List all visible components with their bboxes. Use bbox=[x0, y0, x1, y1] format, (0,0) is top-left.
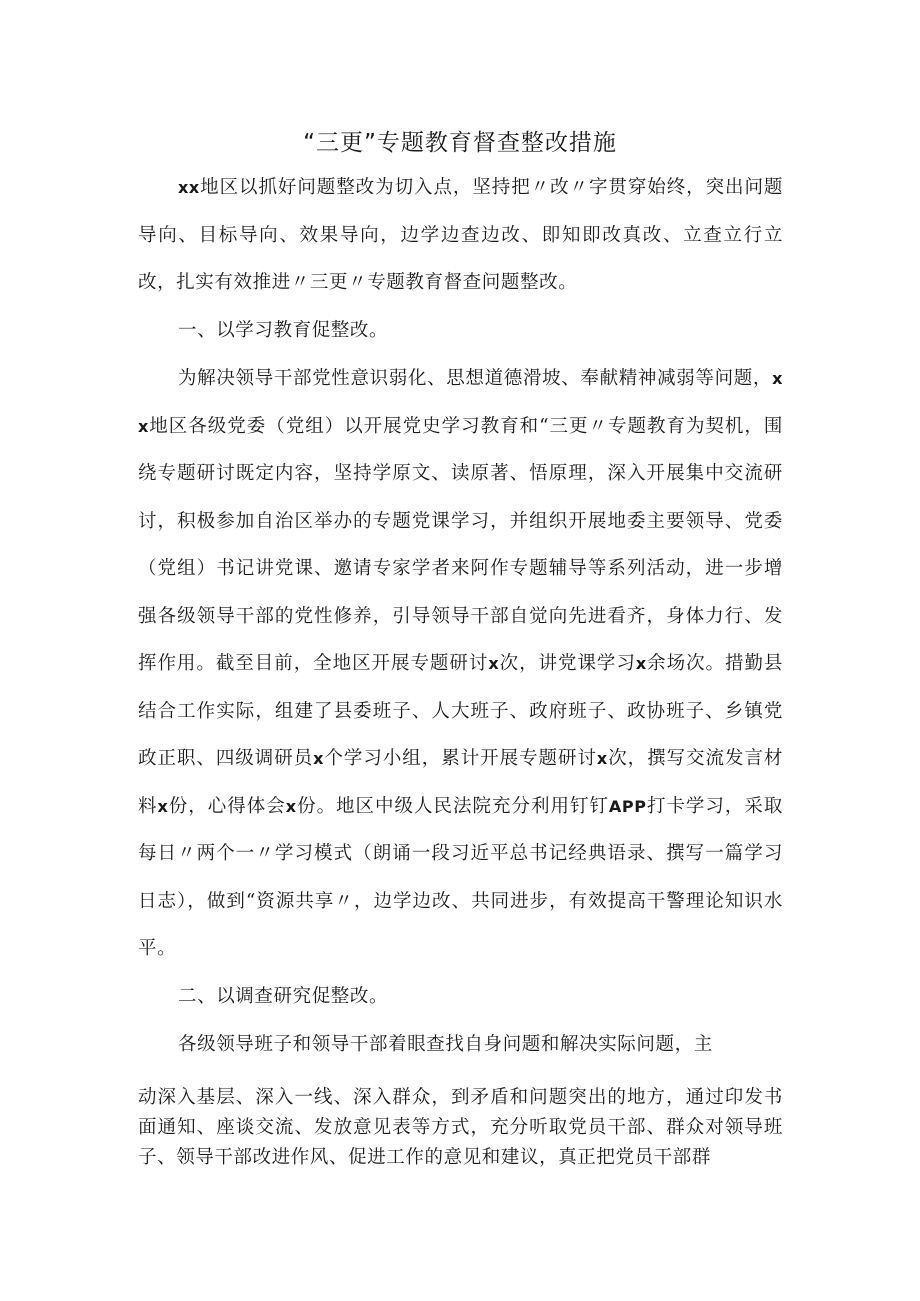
section-heading-2: 二、以调查研究促整改。 bbox=[178, 986, 389, 1007]
paragraph-section-2-continued: 动深入基层、深入一线、深入群众，到矛盾和问题突出的地方，通过印发书面通知、座谈交流、发放意见表等方式，充分听取党员干部、群众对领导班子、领导干部改进作风、促进工作的意见和建议，真正把党员干部群 bbox=[138, 1087, 783, 1168]
section-heading-1: 一、以学习教育促整改。 bbox=[178, 320, 389, 341]
paragraph-section-2-start: 各级领导班子和领导干部着眼查找自身问题和解决实际问题，主 bbox=[178, 1034, 713, 1055]
paragraph-section-1: 为解决领导干部党性意识弱化、思想道德滑坡、奉献精神减弱等问题，xx地区各级党委（党组）以开展党史学习教育和“三更〃专题教育为契机，围绕专题研讨既定内容，坚持学原文、读原著、悟原理，深入开展集中交流研讨，积极参加自治区举办的专题党课学习，并组织开展地委主要领导、党委（党组）书记讲党课、邀请专家学者来阿作专题辅导等系列活动，进一步增强各级领导干部的党性修养，引导领导干部自觉向先进看齐，身体力行、发挥作用。截至目前，全地区开展专题研讨x次，讲党课学习x余场次。措勤县结合工作实际，组建了县委班子、人大班子、政府班子、政协班子、乡镇党政正职、四级调研员x个学习小组，累计开展专题研讨x次，撰写交流发言材料x份，心得体会x份。地区中级人民法院充分利用钉钉APP打卡学习，采取每日〃两个一〃学习模式（朗诵一段习近平总书记经典语录、撰写一篇学习日志），做到“资源共享〃，边学边改、共同进步，有效提高干警理论知识水平。 bbox=[138, 368, 784, 959]
document-title: “三更”专题教育督查整改措施 bbox=[303, 130, 617, 156]
paragraph-intro: xx地区以抓好问题整改为切入点，坚持把〃改〃字贯穿始终，突出问题导向、目标导向、效果导向，边学边查边改、即知即改真改、立查立行立改，扎实有效推进〃三更〃专题教育督查问题整改。 bbox=[138, 177, 783, 293]
